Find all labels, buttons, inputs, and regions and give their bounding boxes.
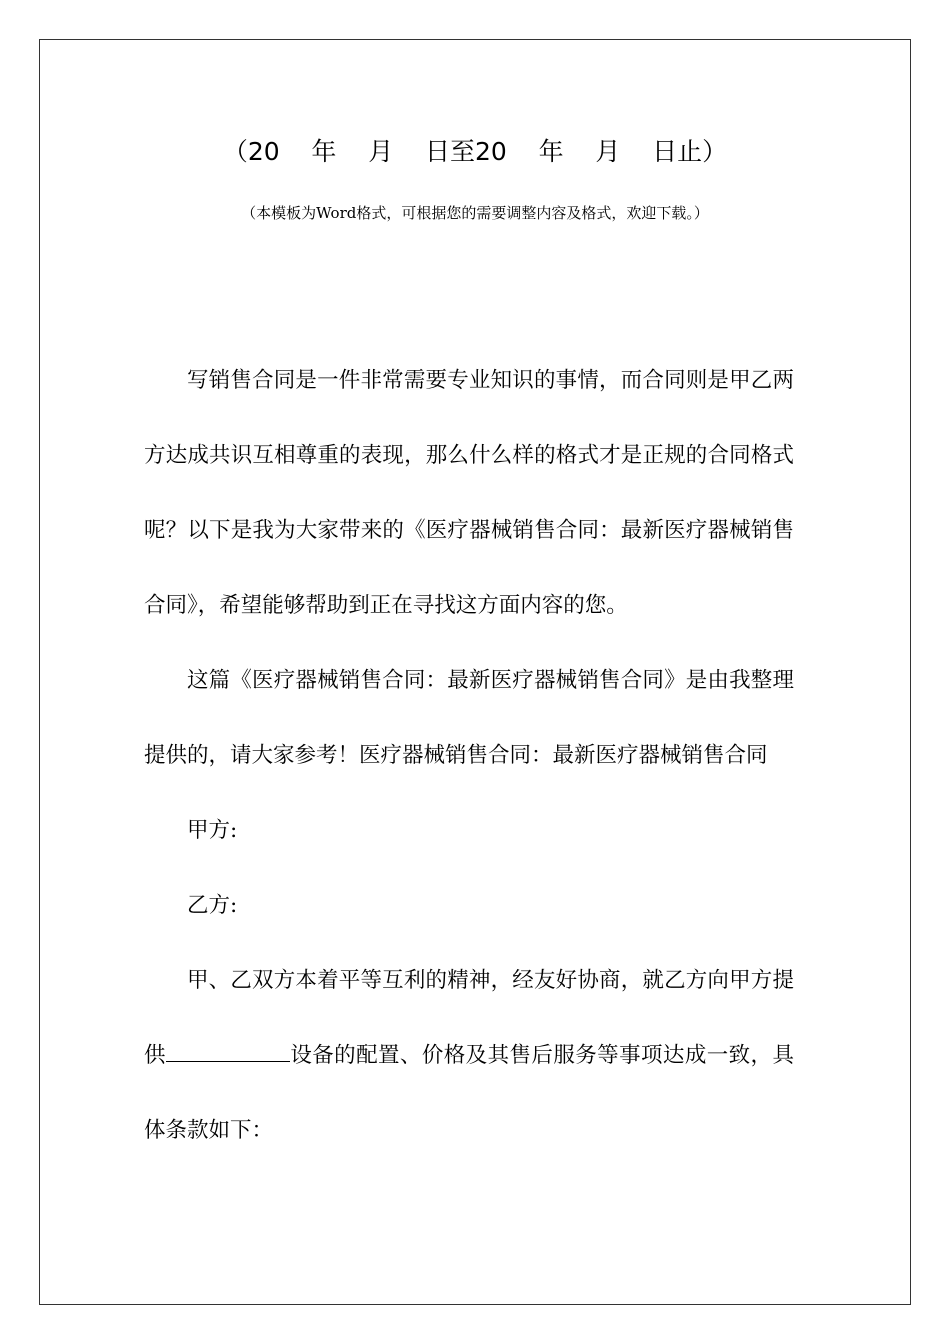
agreement-paragraph	[144, 943, 794, 1168]
contract-period-title: （20 年 月 日至20 年 月 日止）	[222, 137, 728, 166]
equipment-blank-field	[166, 1041, 290, 1062]
document-body	[144, 343, 794, 1168]
intro-paragraph: 写销售合同是一件非常需要专业知识的事情，而合同则是甲乙两方达成共识互相尊重的表现，那么什么样的格式才是正规的合同格式呢？以下是我为大家带来的《医疗器械销售合同：最新医疗器械销售合同》，希望能够帮助到正在寻找这方面内容的您。	[144, 368, 794, 618]
party-b-line: 乙方:	[187, 893, 238, 918]
agreement-text-end: 设备的配置、价格及其售后服务等事项达成一致，具体条款如下：	[144, 1043, 794, 1143]
source-paragraph: 这篇《医疗器械销售合同：最新医疗器械销售合同》是由我整理提供的，请大家参考！医疗器械销售合同：最新医疗器械销售合同	[144, 668, 794, 768]
party-a-line: 甲方:	[187, 818, 238, 843]
agreement-text-start: 甲、乙双方本着平等互利的精神，经友好协商，就乙方向甲方提供	[144, 968, 794, 1068]
template-note: （本模板为Word格式，可根据您的需要调整内容及格式，欢迎下载。）	[241, 204, 709, 222]
